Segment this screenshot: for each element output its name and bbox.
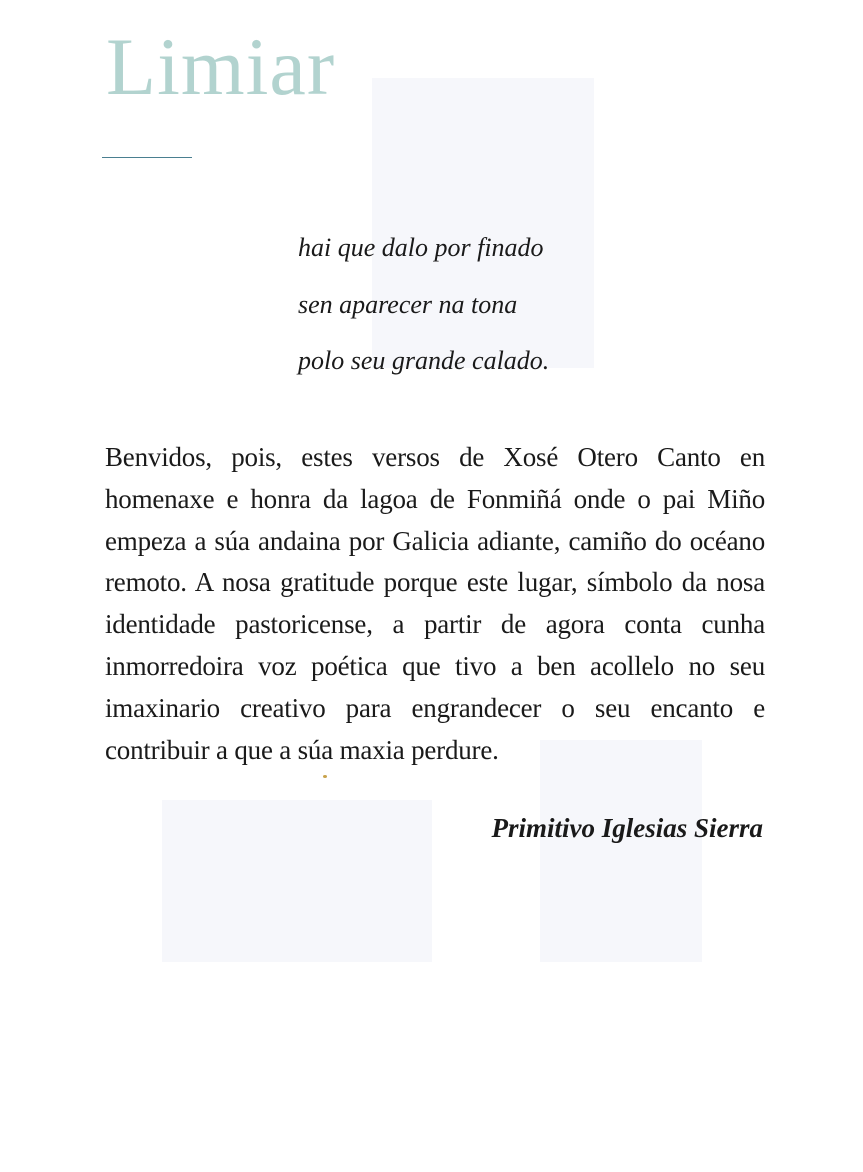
scan-speck	[323, 775, 327, 778]
title-underline-divider	[102, 157, 192, 158]
verse-quote	[298, 234, 718, 404]
background-watermark-shape	[162, 800, 432, 962]
author-signature: Primitivo Iglesias Sierra	[491, 813, 763, 843]
background-watermark-shape	[540, 740, 702, 962]
verse-line: hai que dalo por finado	[298, 233, 544, 262]
verse-line: polo seu grande calado.	[298, 346, 550, 375]
page-title: Limiar	[106, 21, 336, 112]
verse-line: sen aparecer na tona	[298, 289, 518, 319]
body-paragraph: Benvidos, pois, estes versos de Xosé Otero Canto en homenaxe e honra da lagoa de Fonmiñá onde o pai Miño empeza a súa andaina por Galicia adiante, camiño do océano remoto. A nosa gratitude porque este lugar, símbolo da nosa identidade pastoricense, a partir de agora conta cunha inmorredoira voz poética que tivo a ben acollelo no seu imaxinario creativo para engrandecer o seu encanto e contribuir a que a súa maxia perdure.	[105, 442, 765, 765]
